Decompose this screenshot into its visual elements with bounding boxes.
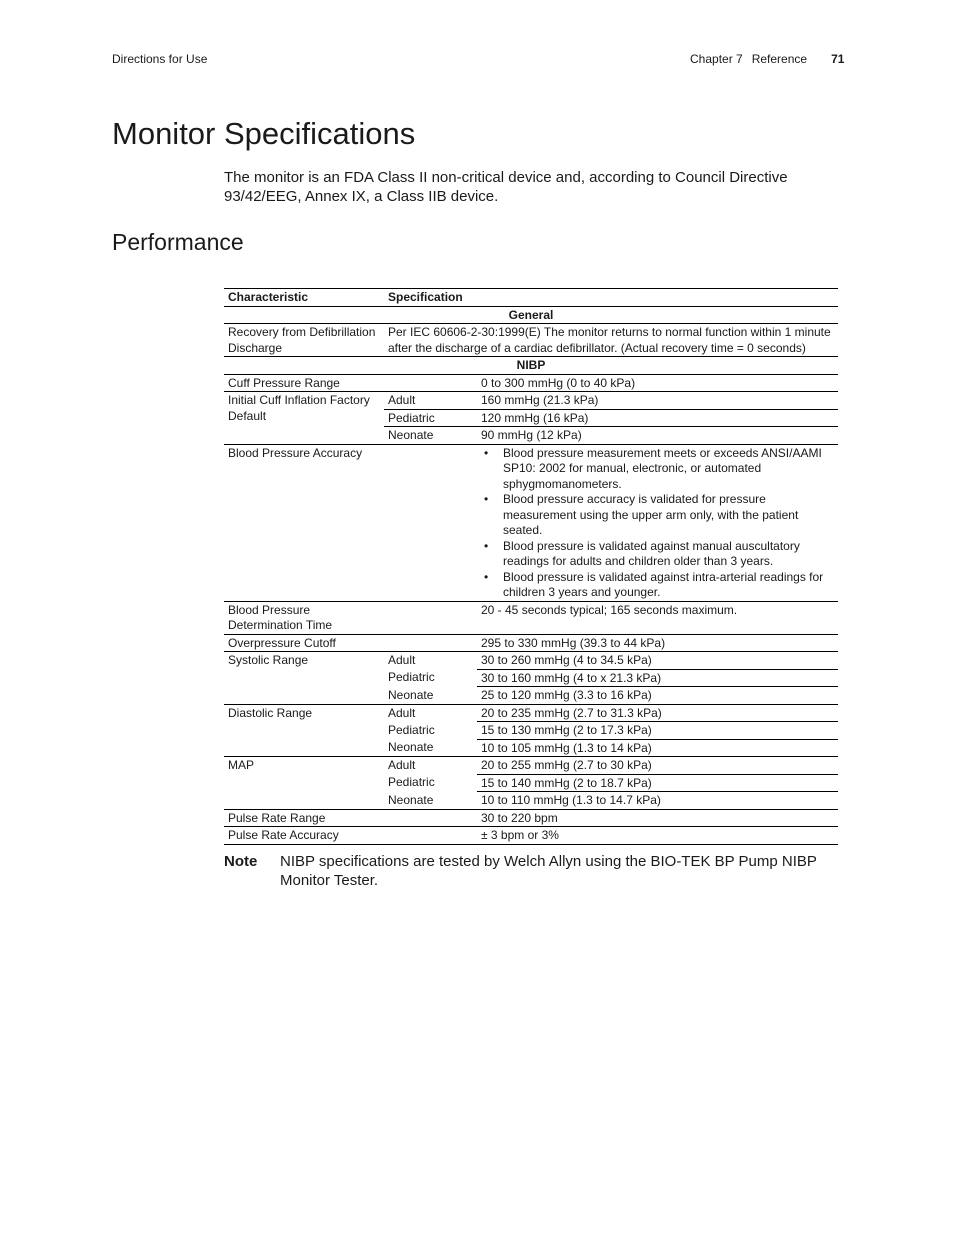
specification-cell: Per IEC 60606-2-30:1999(E) The monitor returns to normal function within 1 minute after the discharge of a cardiac defibrillator. (Actual recovery time = 0 seconds) — [388, 325, 831, 355]
list-item: • Blood pressure is validated against manual auscultatory readings for adults and children older than 3 years. — [481, 539, 834, 570]
table-row-bp-accuracy — [224, 444, 838, 601]
note-text: NIBP specifications are tested by Welch Allyn using the BIO-TEK BP Pump NIBP Monitor Tester. — [280, 853, 817, 889]
list-item: • Blood pressure measurement meets or exceeds ANSI/AAMI SP10: 2002 for manual, electronic, or automated sphygmomanometers. — [481, 446, 834, 493]
section-heading-performance: Performance — [112, 229, 244, 255]
list-item: • Blood pressure accuracy is validated for pressure measurement using the upper arm only, with the patient seated. — [481, 492, 834, 539]
specification-cell: 0 to 300 mmHg (0 to 40 kPa) — [481, 375, 636, 390]
characteristic-cell: Blood Pressure Determination Time — [224, 601, 384, 634]
section-label: Reference — [751, 52, 808, 66]
specification-cell: 20 to 255 mmHg (2.7 to 30 kPa) — [477, 757, 838, 775]
patient-type-cell: Adult — [384, 652, 477, 670]
table-row-cuff-pressure-range — [224, 374, 838, 392]
patient-type-cell: Adult — [384, 757, 477, 775]
table-row-pulse-rate-range — [224, 809, 838, 827]
column-header-specification: Specification — [384, 289, 838, 307]
specification-cell: 25 to 120 mmHg (3.3 to 16 kPa) — [481, 688, 652, 702]
chapter-label: Chapter 7 — [690, 52, 743, 66]
characteristic-cell: Recovery from Defibrillation Discharge — [228, 325, 376, 355]
table-row-systolic-range — [224, 652, 838, 670]
table-row-pulse-rate-accuracy — [224, 827, 838, 845]
specification-cell: 160 mmHg (21.3 kPa) — [477, 392, 838, 410]
section-label-general: General — [224, 306, 838, 324]
column-header-characteristic: Characteristic — [224, 289, 384, 307]
specification-cell: 20 to 235 mmHg (2.7 to 31.3 kPa) — [477, 704, 838, 722]
characteristic-cell: Pulse Rate Accuracy — [224, 827, 384, 845]
specification-cell: 30 to 220 bpm — [477, 809, 838, 827]
patient-type-cell: Neonate — [388, 687, 434, 702]
characteristic-cell: MAP — [224, 757, 384, 810]
performance-spec-table — [224, 288, 838, 845]
specification-cell: 120 mmHg (16 kPa) — [477, 409, 838, 427]
table-row-diastolic-range — [224, 704, 838, 722]
list-item: • Blood pressure is validated against intra-arterial readings for children 3 years and younger. — [481, 570, 834, 601]
patient-type-cell: Pediatric — [388, 722, 435, 737]
table-row-defibrillation — [224, 324, 838, 357]
bp-accuracy-bullets — [481, 446, 834, 601]
specification-cell: 15 to 140 mmHg (2 to 18.7 kPa) — [477, 774, 838, 792]
running-header-left: Directions for Use — [112, 52, 208, 66]
specification-cell: 10 to 105 mmHg (1.3 to 14 kPa) — [481, 740, 652, 755]
specification-cell: 295 to 330 mmHg (39.3 to 44 kPa) — [477, 634, 838, 652]
patient-type-cell: Neonate — [388, 428, 434, 442]
note-block — [224, 852, 840, 890]
characteristic-cell: Initial Cuff Inflation Factory Default — [224, 392, 384, 445]
characteristic-cell: Cuff Pressure Range — [228, 375, 340, 390]
specification-cell: 10 to 110 mmHg (1.3 to 14.7 kPa) — [481, 793, 661, 807]
specification-cell — [477, 444, 838, 601]
page-number: 71 — [831, 52, 845, 66]
section-row-nibp — [224, 357, 838, 375]
characteristic-cell: Pulse Rate Range — [224, 809, 384, 827]
patient-type-cell: Pediatric — [384, 409, 477, 427]
table-row-bp-determination-time — [224, 601, 838, 634]
specification-cell: 30 to 160 mmHg (4 to x 21.3 kPa) — [477, 669, 838, 687]
patient-type-cell: Adult — [384, 704, 477, 722]
specification-cell: 90 mmHg (12 kPa) — [481, 428, 582, 442]
patient-type-cell: Neonate — [388, 792, 434, 807]
characteristic-cell: Systolic Range — [224, 652, 384, 705]
specification-cell: ± 3 bpm or 3% — [477, 827, 838, 845]
table-row-overpressure-cutoff — [224, 634, 838, 652]
specification-cell: 15 to 130 mmHg (2 to 17.3 kPa) — [477, 722, 838, 740]
characteristic-cell: Overpressure Cutoff — [224, 634, 384, 652]
patient-type-cell: Pediatric — [388, 775, 435, 789]
patient-type-cell: Pediatric — [388, 670, 435, 684]
section-row-general — [224, 306, 838, 324]
table-row-map — [224, 757, 838, 775]
section-label-nibp: NIBP — [224, 357, 838, 375]
intro-paragraph: The monitor is an FDA Class II non-critical device and, according to Council Directive 93/42/EEG, Annex IX, a Class IIB device. — [224, 169, 788, 205]
specification-cell: 20 - 45 seconds typical; 165 seconds maximum. — [477, 601, 838, 634]
table-header-row — [224, 289, 838, 307]
running-header-right — [690, 52, 844, 66]
page-title: Monitor Specifications — [112, 116, 416, 151]
table-row-initial-cuff-inflation — [224, 392, 838, 410]
patient-type-cell: Adult — [384, 392, 477, 410]
note-label: Note — [224, 853, 258, 870]
characteristic-cell: Diastolic Range — [224, 704, 384, 757]
specification-cell: 30 to 260 mmHg (4 to 34.5 kPa) — [477, 652, 838, 670]
patient-type-cell: Neonate — [388, 740, 434, 754]
characteristic-cell: Blood Pressure Accuracy — [224, 444, 384, 601]
